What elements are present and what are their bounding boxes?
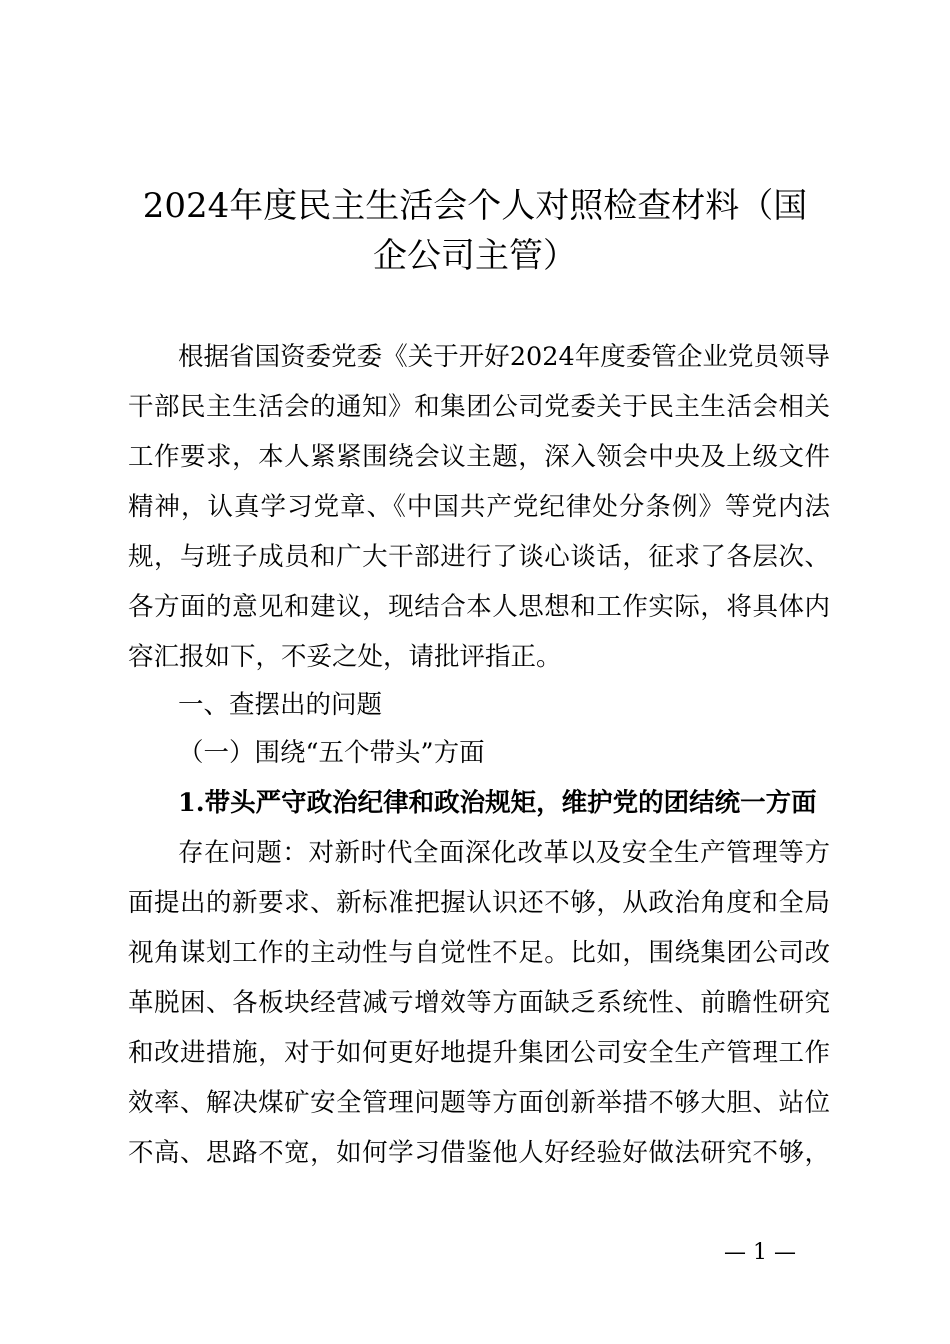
section-heading: 一、查摆出的问题 [178,690,383,720]
problem-paragraph-line: 视角谋划工作的主动性与自觉性不足。比如，围绕集团公司改 [128,938,830,968]
item-heading: 1.带头严守政治纪律和政治规矩，维护党的团结统一方面 [178,788,817,818]
problem-paragraph-line: 革脱困、各板块经营减亏增效等方面缺乏系统性、前瞻性研究 [128,988,830,1018]
subsection-heading: （一）围绕“五个带头”方面 [178,738,485,768]
intro-paragraph-line: 干部民主生活会的通知》和集团公司党委关于民主生活会相关 [128,392,830,422]
intro-paragraph-line: 根据省国资委党委《关于开好2024年度委管企业党员领导 [178,342,830,372]
intro-paragraph-line: 精神，认真学习党章、《中国共产党纪律处分条例》等党内法 [128,492,830,522]
problem-paragraph-line: 面提出的新要求、新标准把握认识还不够，从政治角度和全局 [128,888,830,918]
problem-paragraph-line: 不高、思路不宽，如何学习借鉴他人好经验好做法研究不够， [128,1138,830,1168]
intro-paragraph-line: 容汇报如下，不妥之处，请批评指正。 [128,642,562,672]
problem-paragraph-line: 和改进措施，对于如何更好地提升集团公司安全生产管理工作 [128,1038,830,1068]
page-number: — 1 — [724,1240,796,1265]
problem-paragraph-line: 存在问题：对新时代全面深化改革以及安全生产管理等方 [178,838,830,868]
document-title-line-2: 企公司主管） [373,236,577,276]
intro-paragraph-line: 工作要求，本人紧紧围绕会议主题，深入领会中央及上级文件 [128,442,830,472]
problem-paragraph-line: 效率、解决煤矿安全管理问题等方面创新举措不够大胆、站位 [128,1088,830,1118]
document-title-line-1: 2024年度民主生活会个人对照检查材料（国 [142,186,808,226]
intro-paragraph-line: 各方面的意见和建议，现结合本人思想和工作实际，将具体内 [128,592,830,622]
intro-paragraph-line: 规，与班子成员和广大干部进行了谈心谈话，征求了各层次、 [128,542,830,572]
